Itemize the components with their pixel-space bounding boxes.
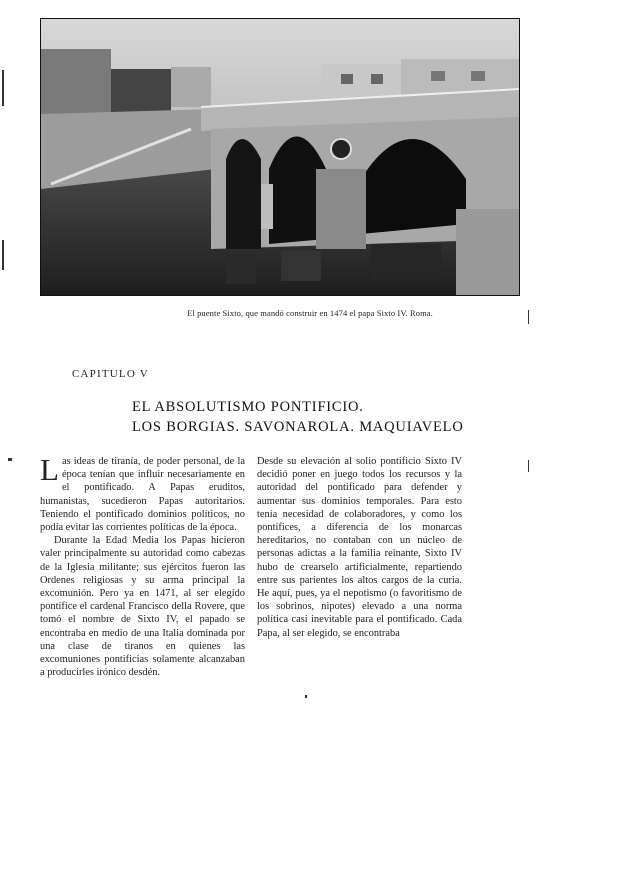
margin-mark (2, 240, 4, 270)
margin-mark (528, 310, 529, 324)
paragraph: Desde su elevación al solio pontificio Sixto IV decidió poner en juego todos los recursos y la autoridad del pontificado para defender y aumentar sus dominios temporales. Para esto tenía necesidad de colaboradores, y como los pontífices, a diferencia de los monarcas hereditarios, no contaban con un núcleo de personas adictas a la familia reinante, Sixto IV hubo de crearselo artificialmente, repartiendo entre sus parientes los altos cargos de la curia. He aquí, pues, ya el nepotismo (o favoritismo de los sobrinos, nipotes) elevado a una norma política casi inevitable para el pontificado. Cada Papa, al ser elegido, se encontraba (257, 456, 462, 639)
bridge-photograph (40, 18, 520, 296)
page-dot (305, 695, 307, 698)
text-column-right (257, 455, 462, 640)
chapter-title-line-2: LOS BORGIAS. SAVONAROLA. MAQUIAVELO (132, 419, 464, 435)
margin-mark (528, 460, 529, 472)
chapter-title (132, 397, 482, 437)
paragraph: Durante la Edad Media los Papas hicieron valer principalmente su autoridad como cabezas de la Iglesia militante; sus ejércitos fueron las Ordenes religiosas y su arma principal la excomunión. Pero ya en 1471, al ser elegido pontífice el cardenal Francisco della Rovere, que tomó el nombre de Sixto IV, el papado se encontraba en medio de una Italia dominada por una clase de tiranos en quienes las excomuniones pontificias solamente alcanzaban a producirles irónico desdén. (40, 535, 245, 679)
margin-mark (8, 458, 12, 461)
bridge-illustration (41, 19, 519, 295)
text-column-left (40, 452, 245, 679)
paragraph-text: as ideas de tiranía, de poder personal, de la época tenían que influir necesariamente en el pontificado. A Papas eruditos, humanistas, sucedieron Papas autoritarios. Teniendo el pontificado dominios políticos, no podía evitar las corrientes políticas de la época. (40, 456, 245, 534)
photo-caption: El puente Sixto, que mandó construir en 1474 el papa Sixto IV. Roma. (187, 308, 433, 318)
paragraph (40, 452, 245, 534)
margin-mark (2, 70, 4, 106)
chapter-label: CAPITULO V (72, 368, 149, 380)
drop-cap: L (40, 452, 59, 487)
chapter-title-line-1: EL ABSOLUTISMO PONTIFICIO. (132, 399, 364, 415)
